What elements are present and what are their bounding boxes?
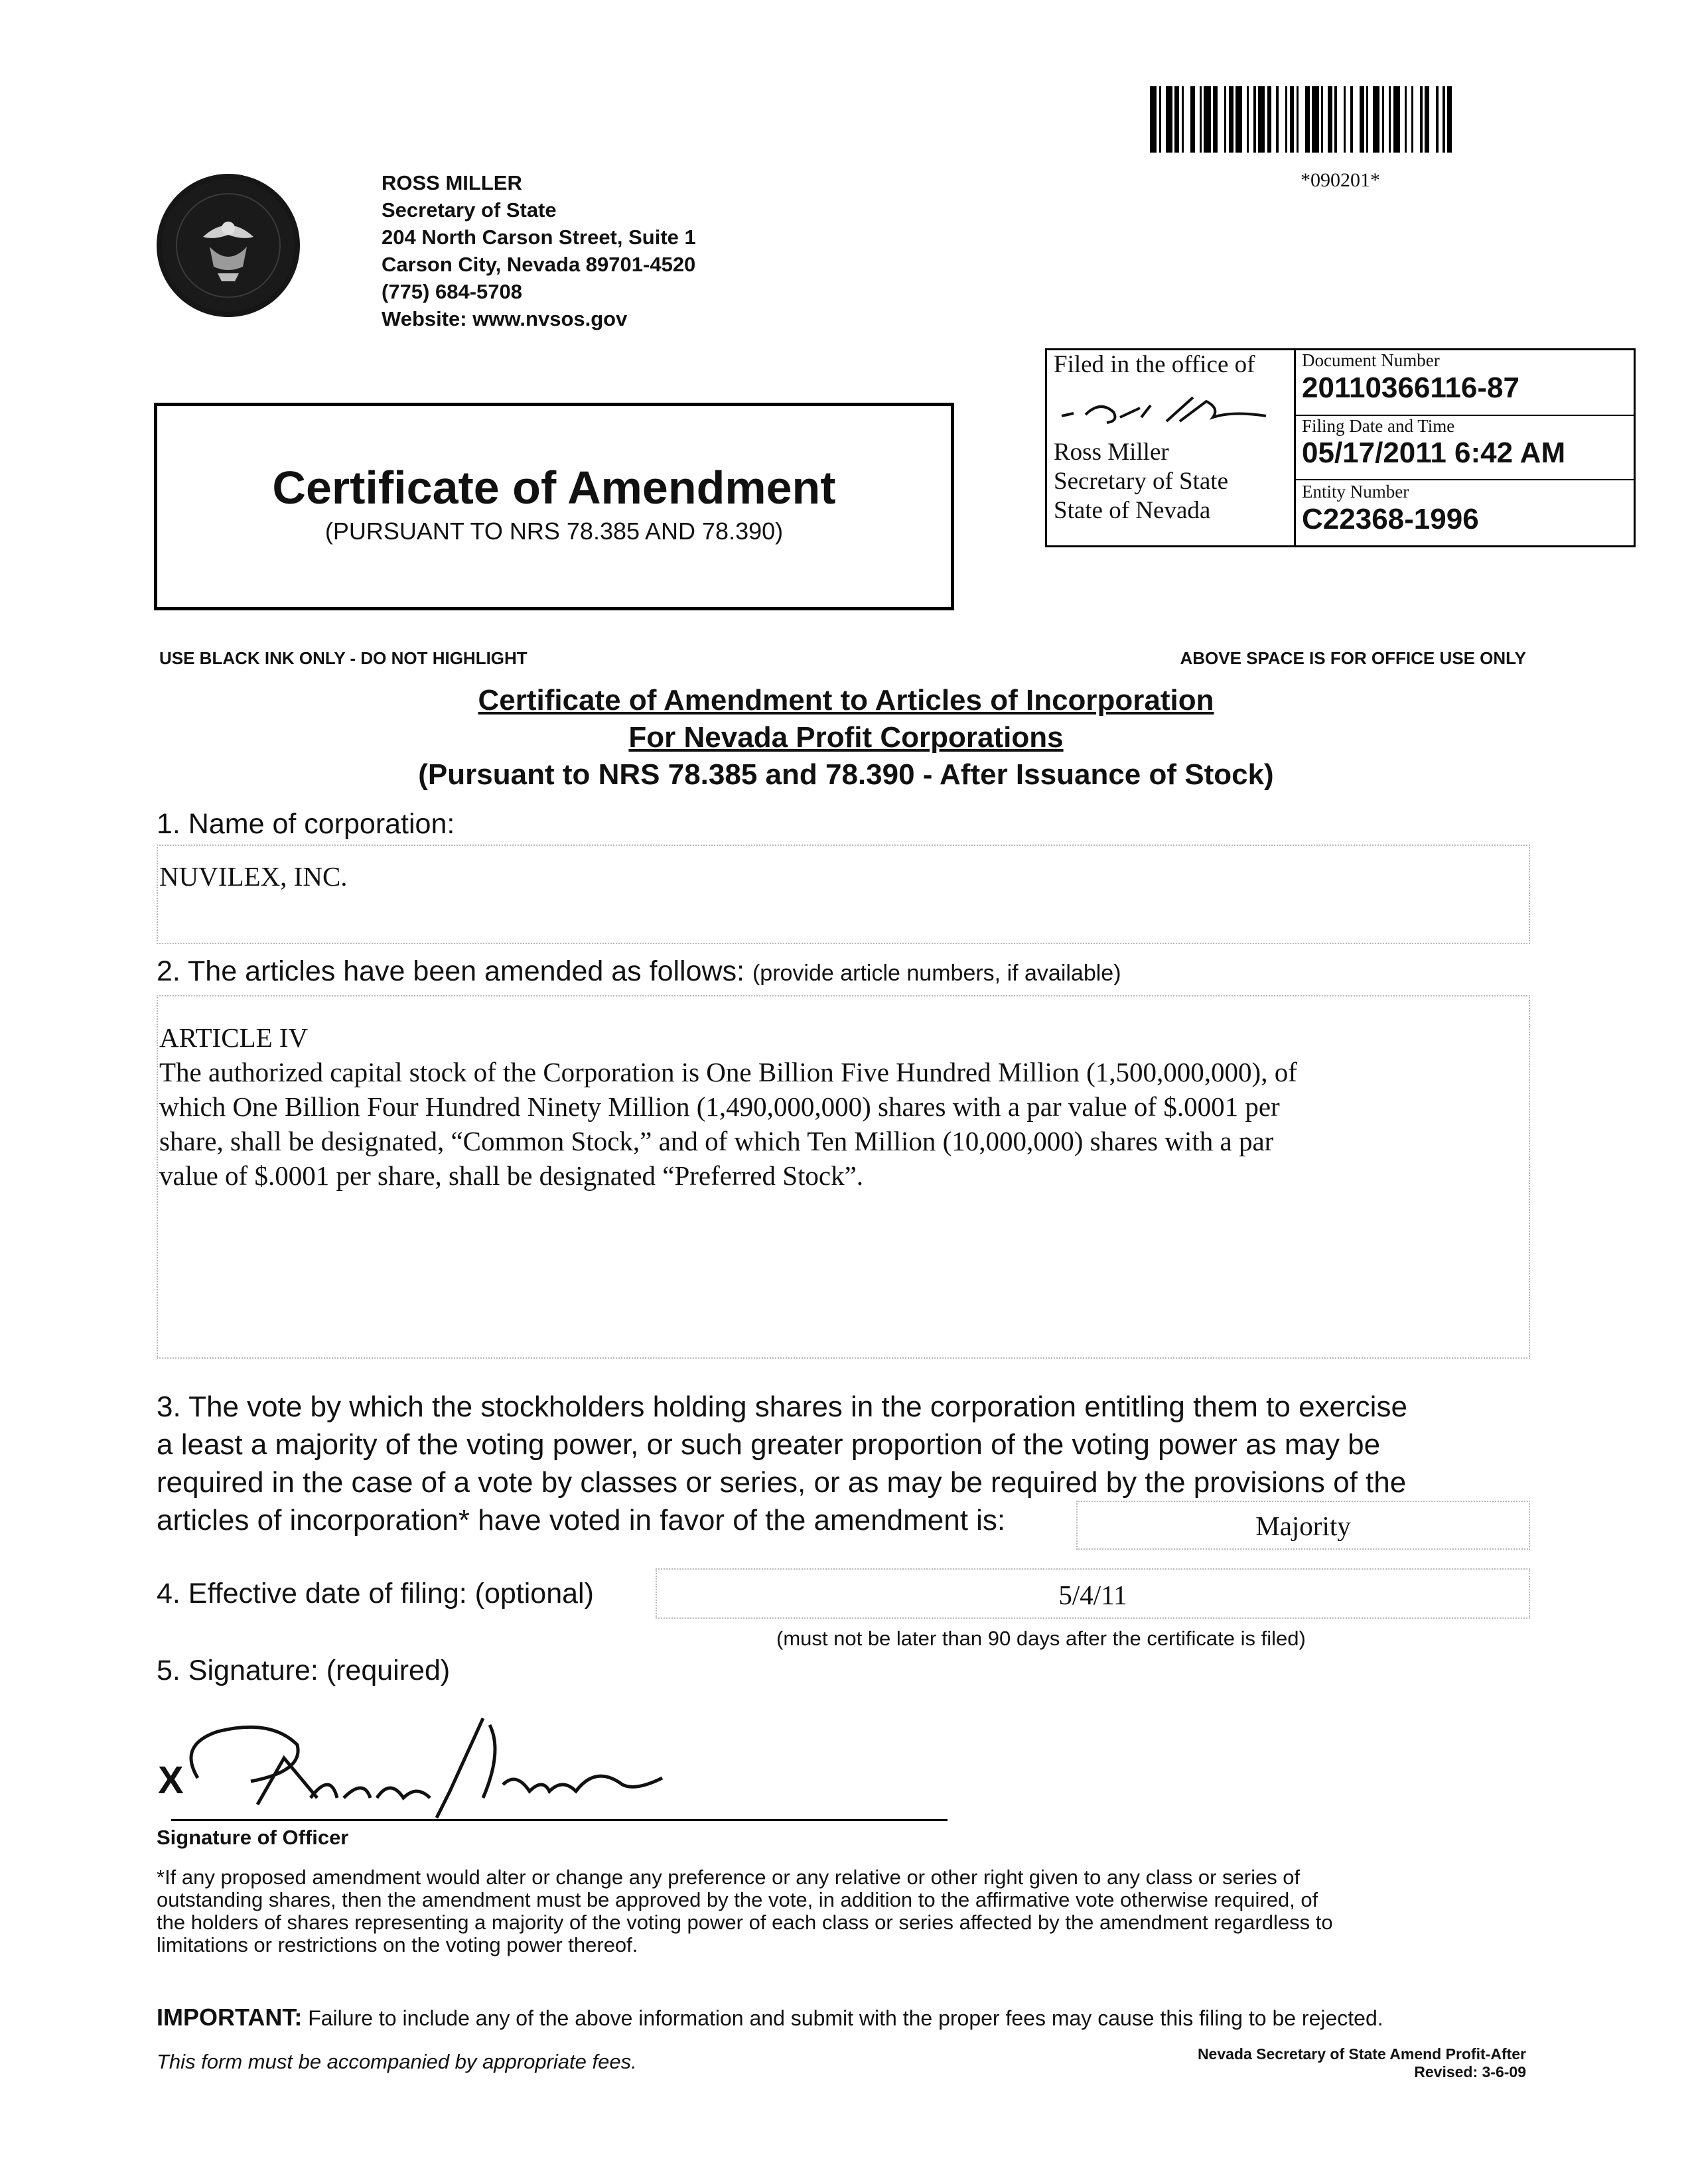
barcode-bar bbox=[1161, 86, 1166, 153]
barcode-bar bbox=[1400, 86, 1405, 153]
certificate-title: Certificate of Amendment bbox=[272, 462, 836, 513]
barcode-bar bbox=[1299, 86, 1305, 153]
barcode-bar bbox=[1305, 86, 1310, 153]
secretary-of-state-address bbox=[382, 169, 696, 332]
filing-box-divider bbox=[1294, 348, 1296, 547]
barcode-bar bbox=[1413, 86, 1420, 153]
barcode-bar bbox=[1384, 86, 1389, 153]
barcode-bar bbox=[1393, 86, 1400, 153]
barcode-bar bbox=[1312, 86, 1318, 153]
secretary-title: Secretary of State bbox=[382, 198, 557, 222]
officer-state: State of Nevada bbox=[1054, 497, 1211, 524]
corporation-name-label: 1. Name of corporation: bbox=[157, 808, 455, 840]
amendment-label-note: (provide article numbers, if available) bbox=[752, 961, 1121, 986]
effective-date-label: 4. Effective date of filing: (optional) bbox=[157, 1578, 594, 1609]
barcode-bar bbox=[1174, 86, 1179, 153]
barcode-bar bbox=[1166, 86, 1172, 153]
barcode-bar bbox=[1235, 86, 1242, 153]
document-number-label: Document Number bbox=[1302, 350, 1440, 370]
barcode-bar bbox=[1190, 86, 1195, 153]
barcode bbox=[1150, 86, 1541, 153]
officer-title: Secretary of State bbox=[1054, 468, 1228, 495]
form-identifier bbox=[1128, 2045, 1526, 2081]
footnote-line: limitations or restrictions on the voting power thereof. bbox=[157, 1933, 638, 1956]
footnote bbox=[157, 1866, 1537, 1956]
form-heading-line2: For Nevada Profit Corporations bbox=[628, 721, 1064, 754]
vote-question-line: articles of incorporation* have voted in favor of the amendment is: bbox=[157, 1504, 1006, 1536]
officer-signature bbox=[171, 1698, 768, 1824]
article-line: value of $.0001 per share, shall be designated “Preferred Stock”. bbox=[159, 1160, 864, 1191]
vote-question-line: a least a majority of the voting power, or such greater proportion of the voting power as may be bbox=[157, 1428, 1381, 1461]
effective-date-value: 5/4/11 bbox=[1058, 1580, 1127, 1610]
barcode-bar bbox=[1323, 86, 1328, 153]
barcode-number: *090201* bbox=[1301, 169, 1380, 191]
corporation-name-value: NUVILEX, INC. bbox=[159, 861, 348, 892]
barcode-bar bbox=[1184, 86, 1190, 153]
important-notice bbox=[157, 2004, 1383, 2031]
barcode-bar bbox=[1407, 86, 1411, 153]
signature-label: 5. Signature: (required) bbox=[157, 1655, 451, 1686]
barcode-bar bbox=[1218, 86, 1224, 153]
entity-number: C22368-1996 bbox=[1302, 503, 1479, 535]
filing-date-label: Filing Date and Time bbox=[1302, 416, 1455, 436]
form-revised: Revised: 3-6-09 bbox=[1414, 2063, 1526, 2081]
filed-in-office-label: Filed in the office of bbox=[1054, 351, 1255, 378]
document-number: 20110366116-87 bbox=[1302, 372, 1519, 404]
barcode-bar bbox=[1328, 86, 1332, 153]
amendment-text bbox=[159, 1020, 1493, 1193]
filing-date: 05/17/2011 6:42 AM bbox=[1302, 437, 1566, 469]
amendment-label-text: 2. The articles have been amended as follows: bbox=[157, 955, 745, 987]
barcode-bar bbox=[1368, 86, 1373, 153]
article-title: ARTICLE IV bbox=[159, 1022, 309, 1053]
certificate-subtitle: (PURSUANT TO NRS 78.385 AND 78.390) bbox=[324, 517, 784, 545]
barcode-bar bbox=[1229, 86, 1234, 153]
barcode-bar bbox=[1271, 86, 1276, 153]
phone-number: (775) 684-5708 bbox=[382, 280, 522, 303]
website: Website: www.nvsos.gov bbox=[382, 307, 628, 330]
barcode-bar bbox=[1429, 86, 1436, 153]
barcode-bar bbox=[1452, 86, 1458, 153]
filing-box-rule bbox=[1294, 479, 1636, 480]
form-heading-line3: (Pursuant to NRS 78.385 and 78.390 - After Issuance of Stock) bbox=[418, 758, 1274, 791]
form-name: Nevada Secretary of State Amend Profit-After bbox=[1197, 2045, 1526, 2063]
barcode-bar bbox=[1267, 86, 1272, 153]
barcode-bar bbox=[1279, 86, 1285, 153]
form-heading-line1: Certificate of Amendment to Articles of Incorporation bbox=[478, 684, 1214, 717]
barcode-bar bbox=[1373, 86, 1379, 153]
important-text: Failure to include any of the above information and submit with the proper fees may cause this filing to be rejected. bbox=[308, 2006, 1383, 2030]
vote-value: Majority bbox=[1255, 1511, 1351, 1541]
barcode-bar bbox=[1425, 86, 1429, 153]
entity-number-label: Entity Number bbox=[1302, 482, 1409, 502]
barcode-bar bbox=[1258, 86, 1265, 153]
office-use-notice: ABOVE SPACE IS FOR OFFICE USE ONLY bbox=[1180, 648, 1526, 668]
signature-x-mark: X bbox=[158, 1759, 184, 1802]
footnote-line: outstanding shares, then the amendment must be approved by the vote, in addition to the affirmative vote otherwise required, of bbox=[157, 1888, 1318, 1911]
article-line: which One Billion Four Hundred Ninety Million (1,490,000,000) shares with a par value of $.0001 per bbox=[159, 1091, 1280, 1122]
amendment-label bbox=[157, 955, 1121, 988]
barcode-bar bbox=[1337, 86, 1344, 153]
officer-name: Ross Miller bbox=[1054, 439, 1169, 466]
article-line: The authorized capital stock of the Corporation is One Billion Five Hundred Million (1,500,000,000), of bbox=[159, 1057, 1297, 1087]
footnote-line: *If any proposed amendment would alter or change any preference or any relative or other right given to any class or series of bbox=[157, 1866, 1301, 1889]
important-label: IMPORTANT: bbox=[157, 2004, 303, 2031]
signature-line bbox=[171, 1819, 948, 1821]
barcode-bar bbox=[1150, 86, 1157, 153]
barcode-bar bbox=[1360, 86, 1364, 153]
barcode-bar bbox=[1353, 86, 1360, 153]
article-line: share, shall be designated, “Common Stock,” and of which Ten Million (10,000,000) shares with a par bbox=[159, 1126, 1274, 1156]
barcode-bar bbox=[1204, 86, 1210, 153]
nevada-seal-logo bbox=[157, 174, 300, 317]
secretary-signature bbox=[1054, 388, 1273, 435]
vote-question-line: required in the case of a vote by classes or series, or as may be required by the provisions of the bbox=[157, 1466, 1407, 1499]
barcode-bar bbox=[1195, 86, 1200, 153]
address-city: Carson City, Nevada 89701-4520 bbox=[382, 253, 696, 276]
barcode-bar bbox=[1290, 86, 1295, 153]
barcode-bar bbox=[1213, 86, 1218, 153]
fees-notice: This form must be accompanied by appropriate fees. bbox=[157, 2050, 637, 2073]
effective-date-note: (must not be later than 90 days after the certificate is filed) bbox=[776, 1627, 1306, 1650]
barcode-bar bbox=[1447, 86, 1452, 153]
barcode-bar bbox=[1346, 86, 1350, 153]
secretary-name: ROSS MILLER bbox=[382, 171, 522, 194]
address-street: 204 North Carson Street, Suite 1 bbox=[382, 226, 696, 249]
barcode-bar bbox=[1439, 86, 1443, 153]
ink-notice: USE BLACK INK ONLY - DO NOT HIGHLIGHT bbox=[159, 648, 528, 668]
barcode-bar bbox=[1242, 86, 1247, 153]
corporation-name-field[interactable] bbox=[157, 845, 1530, 944]
footnote-line: the holders of shares representing a majority of the voting power of each class or series affected by the amendment regardless to bbox=[157, 1911, 1333, 1934]
signature-of-officer-label: Signature of Officer bbox=[157, 1826, 349, 1849]
vote-question-line: 3. The vote by which the stockholders holding shares in the corporation entitling them to exercise bbox=[157, 1391, 1407, 1423]
barcode-bar bbox=[1249, 86, 1253, 153]
